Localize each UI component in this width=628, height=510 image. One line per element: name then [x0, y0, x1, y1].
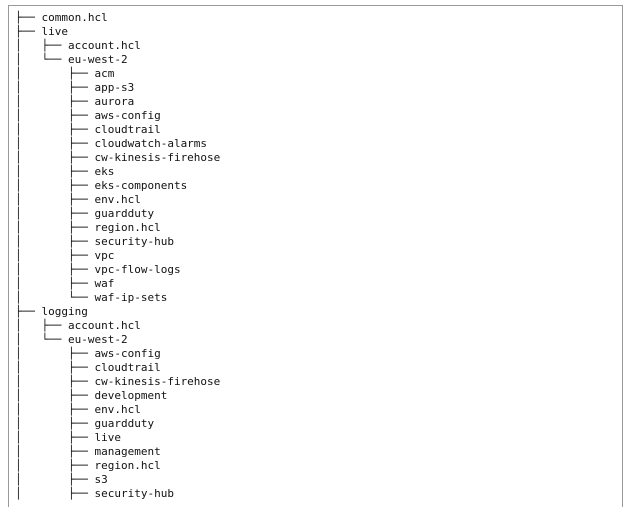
tree-line: │ ├── cloudwatch-alarms	[15, 137, 208, 150]
tree-line: │ ├── management	[15, 445, 161, 458]
tree-line: │ └── waf-ip-sets	[15, 291, 168, 304]
tree-line: ├── live	[15, 25, 68, 38]
tree-line: │ ├── aurora	[15, 95, 135, 108]
tree-line: │ └── eu-west-2	[15, 333, 128, 346]
tree-line: │ ├── waf	[15, 277, 115, 290]
tree-line: │ ├── vpc-flow-logs	[15, 263, 181, 276]
tree-line: │ ├── region.hcl	[15, 221, 161, 234]
tree-line: │ ├── cloudtrail	[15, 361, 161, 374]
tree-line: │ ├── region.hcl	[15, 459, 161, 472]
tree-line: │ ├── guardduty	[15, 207, 155, 220]
tree-line: │ ├── development	[15, 389, 168, 402]
tree-line: │ ├── guardduty	[15, 417, 155, 430]
tree-line: │ ├── app-s3	[15, 81, 135, 94]
directory-tree	[9, 6, 622, 501]
tree-line: │ └── eu-west-2	[15, 53, 128, 66]
tree-line: │ ├── eks	[15, 165, 115, 178]
tree-line: │ ├── s3	[15, 473, 108, 486]
tree-line: ├── common.hcl	[15, 11, 108, 24]
tree-line: │ ├── cw-kinesis-firehose	[15, 151, 221, 164]
tree-line: │ ├── security-hub	[15, 487, 174, 500]
tree-line: │ ├── security-hub	[15, 235, 174, 248]
tree-line: │ ├── aws-config	[15, 347, 161, 360]
tree-line: │ ├── vpc	[15, 249, 115, 262]
tree-line: │ ├── env.hcl	[15, 193, 141, 206]
tree-line: │ ├── live	[15, 431, 121, 444]
tree-line: │ ├── env.hcl	[15, 403, 141, 416]
tree-line: │ ├── aws-config	[15, 109, 161, 122]
tree-line: │ ├── account.hcl	[15, 319, 141, 332]
directory-tree-panel	[8, 5, 623, 507]
tree-line: │ ├── cw-kinesis-firehose	[15, 375, 221, 388]
tree-line: │ ├── eks-components	[15, 179, 188, 192]
tree-line: │ ├── account.hcl	[15, 39, 141, 52]
tree-line: │ ├── cloudtrail	[15, 123, 161, 136]
tree-line: ├── logging	[15, 305, 88, 318]
tree-line: │ ├── acm	[15, 67, 115, 80]
